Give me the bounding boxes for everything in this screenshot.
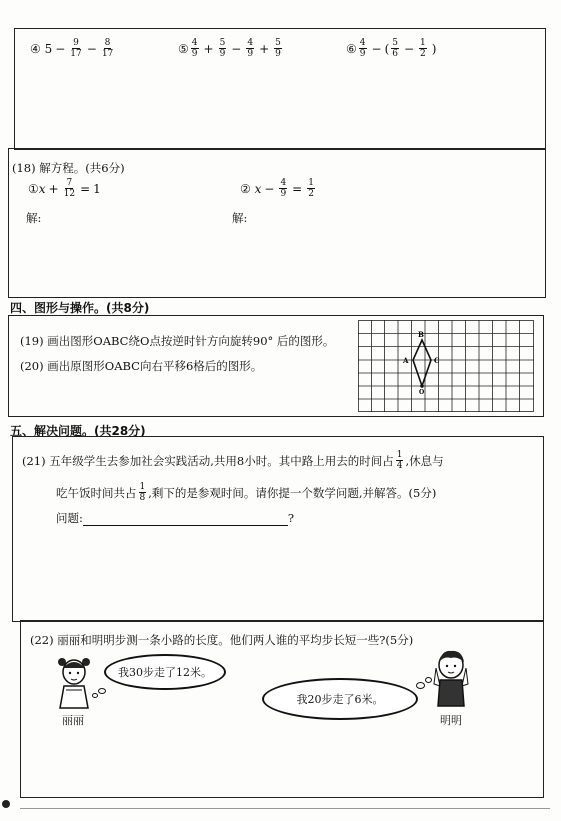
- fraction: $\frac{1}{4}$: [396, 450, 403, 471]
- fraction: $\frac{5}{9}$: [219, 38, 226, 59]
- fraction: $\frac{4}{9}$: [247, 38, 254, 59]
- fraction: $\frac{4}{9}$: [280, 178, 287, 199]
- equation-2: ② x − $\frac{4}{9}$ = $\frac{1}{2}$: [240, 178, 314, 199]
- punch-hole: [2, 800, 10, 808]
- calc-expression-5: ⑤ $\frac{4}{9}$ + $\frac{5}{9}$ − $\frac{4}{9}$ + $\frac{5}{9}$: [178, 38, 281, 59]
- bubble-dot: [98, 688, 106, 694]
- label-c: C: [434, 356, 440, 365]
- fraction: $\frac{4}{9}$: [359, 38, 366, 59]
- fraction: $\frac{1}{2}$: [308, 178, 314, 199]
- label-b: B: [418, 330, 424, 339]
- calc-expression-6: ⑥ $\frac{4}{9}$ − ( $\frac{5}{6}$ − $\frac{1}{2}$ ): [346, 38, 437, 59]
- label-o: O: [419, 389, 425, 396]
- calc-expression-4: ④ 5 − $\frac{9}{17}$ − $\frac{8}{17}$: [30, 38, 114, 59]
- fraction: $\frac{5}{9}$: [275, 38, 281, 59]
- fraction: $\frac{1}{8}$: [139, 482, 146, 503]
- mingming-illustration: [430, 648, 472, 708]
- speech-bubble-mingming: 我20步走了6米。: [262, 678, 418, 720]
- q21-line-2: 吃午饭时间共占 $\frac{1}{8}$ ,剩下的是参观时间。请你提一个数学问题,并解答。(5分): [56, 482, 437, 503]
- q22-text: (22) 丽丽和明明步测一条小路的长度。他们两人谁的平均步长短一些?(5分): [30, 633, 414, 647]
- fraction: $\frac{7}{12}$: [63, 178, 76, 199]
- grid-lines: [358, 320, 534, 412]
- answer-blank: [83, 513, 288, 526]
- label-a: A: [403, 356, 409, 365]
- bubble-dot: [416, 682, 425, 689]
- fraction: $\frac{5}{6}$: [392, 38, 398, 59]
- q21-line-1: (21) 五年级学生去参加社会实践活动,共用8小时。其中路上用去的时间占 $\frac{1}{4}$ ,休息与: [22, 450, 444, 471]
- footer-rule: [20, 808, 550, 809]
- equation-1: ① x + $\frac{7}{12}$ = 1: [28, 178, 101, 199]
- name-lili: 丽丽: [62, 714, 84, 727]
- solution-label-2: 解:: [232, 211, 248, 225]
- q18-title: (18) 解方程。(共6分): [12, 161, 125, 175]
- grid-figure: [358, 320, 534, 412]
- q20-text: (20) 画出原图形OABC向右平移6格后的图形。: [20, 359, 263, 373]
- fraction: $\frac{8}{17}$: [101, 38, 114, 59]
- bubble-dot: [92, 693, 98, 698]
- solution-label-1: 解:: [26, 211, 42, 225]
- fraction: $\frac{4}{9}$: [191, 38, 198, 59]
- q21-question-line: 问题: ?: [56, 511, 295, 525]
- fraction: $\frac{1}{2}$: [420, 38, 426, 59]
- name-mingming: 明明: [440, 714, 462, 727]
- lili-illustration: [52, 652, 96, 710]
- q19-text: (19) 画出图形OABC绕O点按逆时针方向旋转90° 后的图形。: [20, 334, 335, 348]
- speech-bubble-lili: 我30步走了12米。: [104, 654, 226, 690]
- section-5-heading: 五、解决问题。(共28分): [10, 424, 146, 438]
- section-4-heading: 四、图形与操作。(共8分): [10, 301, 150, 315]
- fraction: $\frac{9}{17}$: [70, 38, 82, 59]
